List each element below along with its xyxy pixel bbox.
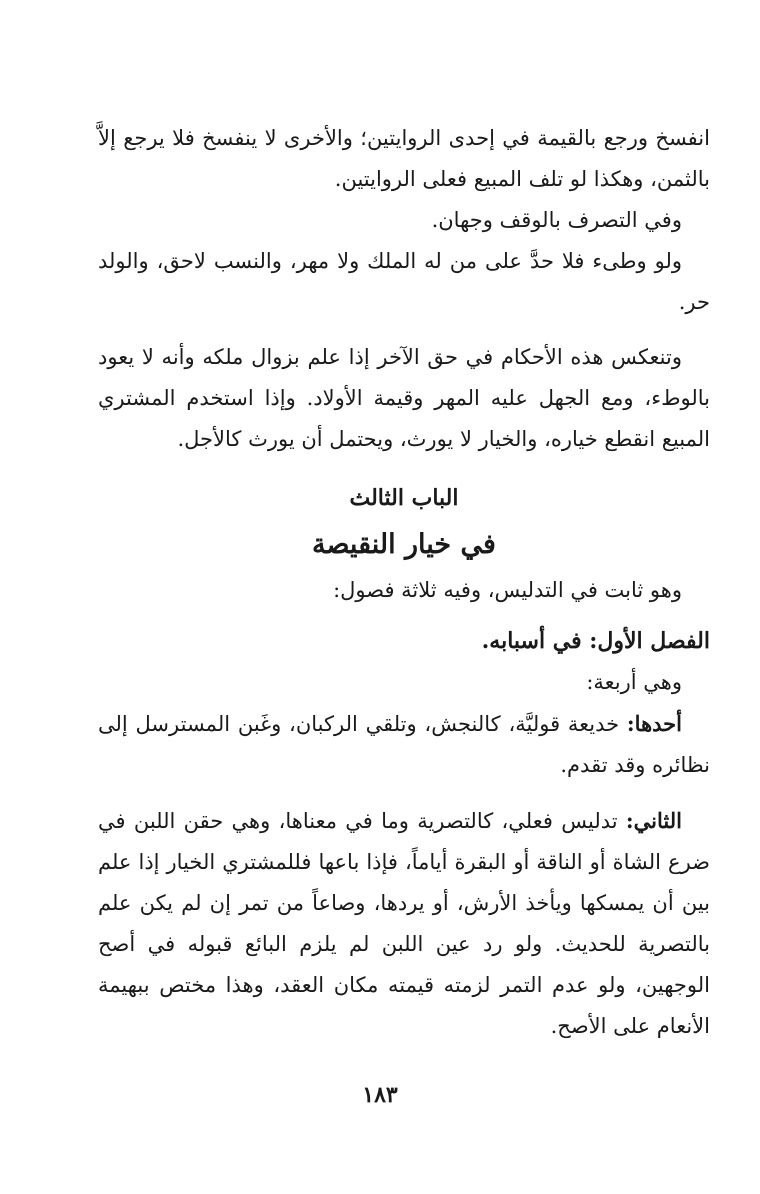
paragraph: وتنعكس هذه الأحكام في حق الآخر إذا علم بزوال ملكه وأنه لا يعود بالوطء، ومع الجهل عليه المهر وقيمة الأولاد. وإذا استخدم المشتري المبيع انقطع خياره، والخيار لا يورث، ويحتمل أن يورث كالأجل.: [98, 345, 710, 451]
list-item: [98, 703, 710, 786]
page-number: ١٨٣: [362, 1082, 398, 1108]
paragraph: وفي التصرف بالوقف وجهان.: [431, 208, 682, 232]
item-lead: الثاني:: [625, 808, 682, 833]
page-body: [98, 118, 710, 1047]
chapter-subtitle: في خيار النقيصة: [312, 529, 496, 560]
chapter-title: الباب الثالث: [349, 485, 459, 511]
paragraph: ولو وطىء فلا حدَّ على من له الملك ولا مهر، والنسب لاحق، والولد حر.: [98, 249, 710, 314]
section-intro: وهي أربعة:: [586, 670, 682, 694]
list-item: [98, 800, 710, 1047]
chapter-intro: وهو ثابت في التدليس، وفيه ثلاثة فصول:: [333, 578, 682, 602]
item-text: تدليس فعلي، كالتصرية وما في معناها، وهي حقن اللبن في ضرع الشاة أو الناقة أو البقرة أياماً، فإذا باعها فللمشتري الخيار إذا علم بين أن يمسكها ويأخذ الأرش، أو يردها، وصاعاً من تمر إن لم يكن علم بالتصرية للحديث. ولو رد عين اللبن لم يلزم البائع قبوله في أصح الوجهين، ولو عدم التمر لزمته قيمته مكان العقد، وهذا مختص ببهيمة الأنعام على الأصح.: [98, 809, 710, 1038]
paragraph: انفسخ ورجع بالقيمة في إحدى الروايتين؛ والأخرى لا ينفسخ فلا يرجع إلاَّ بالثمن، وهكذا لو تلف المبيع فعلى الروايتين.: [98, 126, 710, 191]
section-title: الفصل الأول: في أسبابه.: [481, 628, 710, 654]
item-text: خديعة قوليَّة، كالنجش، وتلقي الركبان، وغَبن المسترسل إلى نظائره وقد تقدم.: [98, 712, 710, 777]
item-lead: أحدها:: [626, 711, 682, 736]
